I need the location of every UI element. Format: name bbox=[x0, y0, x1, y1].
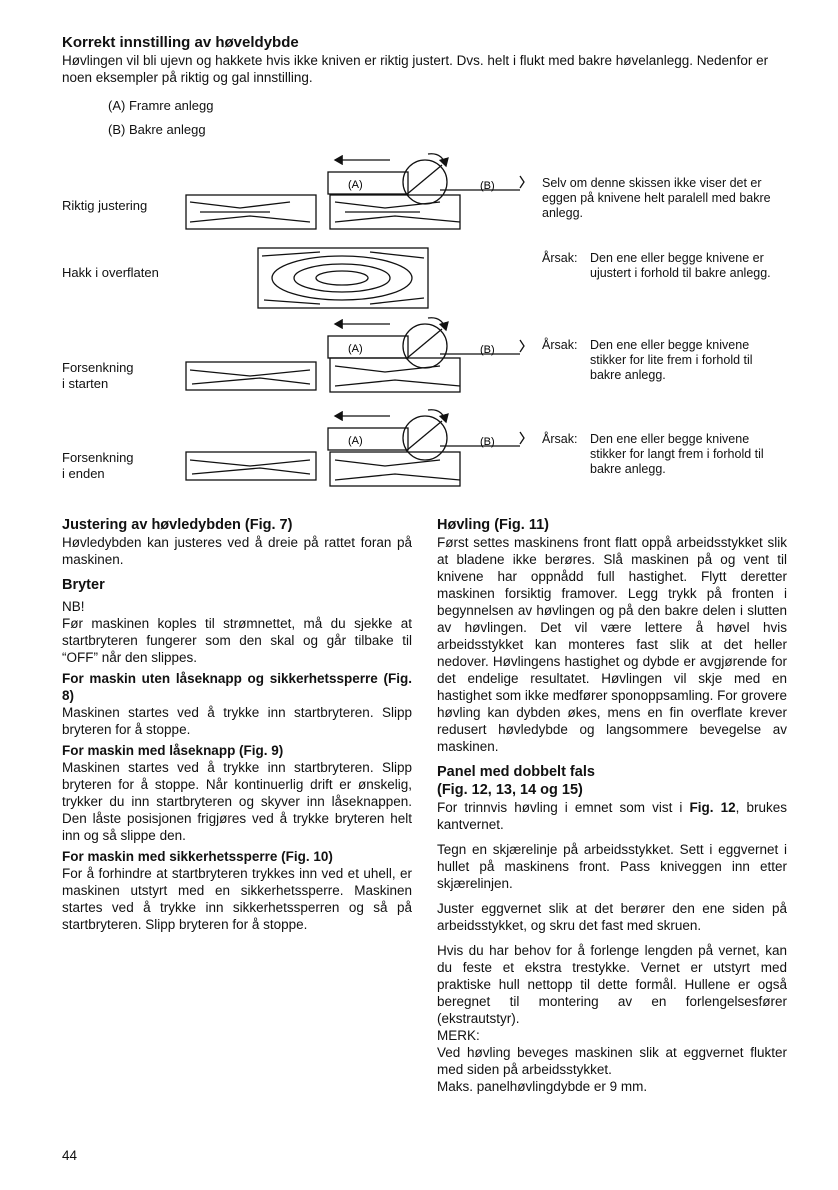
nb-label: NB! bbox=[62, 599, 85, 614]
heading-med-sperre: For maskin med sikkerhetssperre (Fig. 10) bbox=[62, 849, 333, 864]
paragraph-panel-3: Juster eggvernet slik at det berører den ene siden på arbeidsstykket, og skru det fast med skruen. bbox=[437, 901, 787, 933]
legend-rear: (B) Bakre anlegg bbox=[108, 122, 206, 137]
row-label-notch: Hakk i overflaten bbox=[62, 265, 159, 280]
paragraph-uten-laas: Maskinen startes ved å trykke inn startbryteren. Slipp bryteren for å stoppe. bbox=[62, 705, 412, 737]
paragraph-med-sperre: For å forhindre at startbryteren trykkes inn ved et uhell, er maskinen utstyrt med en sikkerhetssperre. Maskinen startes ved å trykke inn sikkerhetssperren og så på startbryteren. Slipp bryteren for å stoppe. bbox=[62, 866, 412, 932]
merk-label: MERK: bbox=[437, 1028, 480, 1043]
left-column bbox=[62, 516, 412, 933]
intro-paragraph: Høvlingen vil bli ujevn og hakkete hvis ikke kniven er riktig justert. Dvs. helt i flukt med bakre høvelanlegg. Nedenfor er noen eksempler på riktig og gal innstilling. bbox=[62, 53, 769, 85]
legend-front: (A) Framre anlegg bbox=[108, 98, 214, 113]
paragraph-bryter: Før maskinen koples til strømnettet, må du sjekke at startbryteren fungerer som den skal og går tilbake til “OFF” når den slippes. bbox=[62, 616, 412, 665]
heading-bryter: Bryter bbox=[62, 577, 105, 593]
page-number: 44 bbox=[62, 1148, 78, 1163]
row-label-correct: Riktig justering bbox=[62, 198, 148, 213]
heading-med-laas: For maskin med låseknapp (Fig. 9) bbox=[62, 743, 284, 758]
diagram-correct bbox=[186, 154, 524, 229]
note-start-dip: Årsak: Den ene eller begge knivene stikker for lite frem i forhold til bakre anlegg. bbox=[542, 338, 753, 382]
paragraph-panel-4: Hvis du har behov for å forlenge lengden på vernet, kan du feste et ekstra trestykke. Vernet er utstyrt med praktiske hull nettopp til dette formål. Hullene er også beregnet til montering av en forlengelsesfører (ekstrautstyr). bbox=[437, 943, 787, 1026]
label-rear-1: (B) bbox=[480, 180, 495, 192]
heading-uten-laas: For maskin uten låseknapp og sikkerhetssperre (Fig. 8) bbox=[62, 671, 412, 703]
heading-hovling: Høvling (Fig. 11) bbox=[437, 517, 549, 533]
diagram-notch bbox=[258, 248, 428, 308]
heading-panel: Panel med dobbelt fals (Fig. 12, 13, 14 og 15) bbox=[437, 764, 595, 798]
row-label-end-dip: Forsenkning i enden bbox=[62, 450, 134, 481]
label-front-3: (A) bbox=[348, 435, 363, 447]
label-rear-2: (B) bbox=[480, 344, 495, 356]
heading-justering: Justering av høvledybden (Fig. 7) bbox=[62, 517, 293, 533]
diagram-start-dip bbox=[186, 318, 524, 392]
paragraph-panel-1: For trinnvis høvling i emnet som vist i Fig. 12, brukes kantvernet. bbox=[437, 800, 788, 832]
paragraph-med-laas: Maskinen startes ved å trykke inn startbryteren. Slipp bryteren for å stoppe. Når kontinuerlig drift er ønskelig, trykker du inn startbryteren og skyver inn låseknappen. Den låste posisjonen frigjøres ved å trykke bryteren helt inn og så slippe den. bbox=[62, 760, 412, 843]
note-correct: Selv om denne skissen ikke viser det er eggen på knivene helt paralell med bakre anlegg. bbox=[542, 176, 771, 220]
note-notch: Årsak: Den ene eller begge knivene er ujustert i forhold til bakre anlegg. bbox=[542, 251, 771, 280]
paragraph-merk-2: Maks. panelhøvlingdybde er 9 mm. bbox=[437, 1079, 648, 1094]
row-label-start-dip: Forsenkning i starten bbox=[62, 360, 134, 391]
paragraph-justering: Høvledybden kan justeres ved å dreie på rattet foran på maskinen. bbox=[62, 535, 412, 567]
planer-depth-diagrams bbox=[180, 140, 530, 510]
paragraph-merk-1: Ved høvling beveges maskinen slik at eggvernet flukter med siden på arbeidsstykket. bbox=[437, 1045, 787, 1077]
section-title: Korrekt innstilling av høveldybde bbox=[62, 34, 299, 51]
paragraph-panel-2: Tegn en skjærelinje på arbeidsstykket. Sett i eggvernet i hullet på maskinens front. Pass kniveggen inn etter skjærelinjen. bbox=[437, 842, 787, 891]
label-front-2: (A) bbox=[348, 343, 363, 355]
label-front-1: (A) bbox=[348, 179, 363, 191]
paragraph-hovling: Først settes maskinens front flatt oppå arbeidsstykket slik at bladene ikke berøres. Slå maskinen på og vent til knivene har oppnådd full hastighet. Flytt deretter maskinen forsiktig framover. Legg trykk på fronten i begynnelsen av høvlingen og på den bakre delen i slutten av høvlingen. Det vil være lettere å høvel hvis arbeidsstykket kan monteres fast slik at det heller nedover. Høvlingens hastighet og dybde er avgjørende for det endelige resultatet. Høvlingen vil skje med en hastighet som ikke medfører sponoppsamling. For grovere høvling kan dybden økes, mens en fin overflate krever redusert høvledybde og langsommere bevegelse av maskinen. bbox=[437, 535, 787, 754]
diagram-end-dip bbox=[186, 410, 524, 486]
right-column bbox=[437, 516, 787, 1095]
label-rear-3: (B) bbox=[480, 436, 495, 448]
note-end-dip: Årsak: Den ene eller begge knivene stikker for langt frem i forhold til bakre anlegg. bbox=[542, 432, 764, 476]
